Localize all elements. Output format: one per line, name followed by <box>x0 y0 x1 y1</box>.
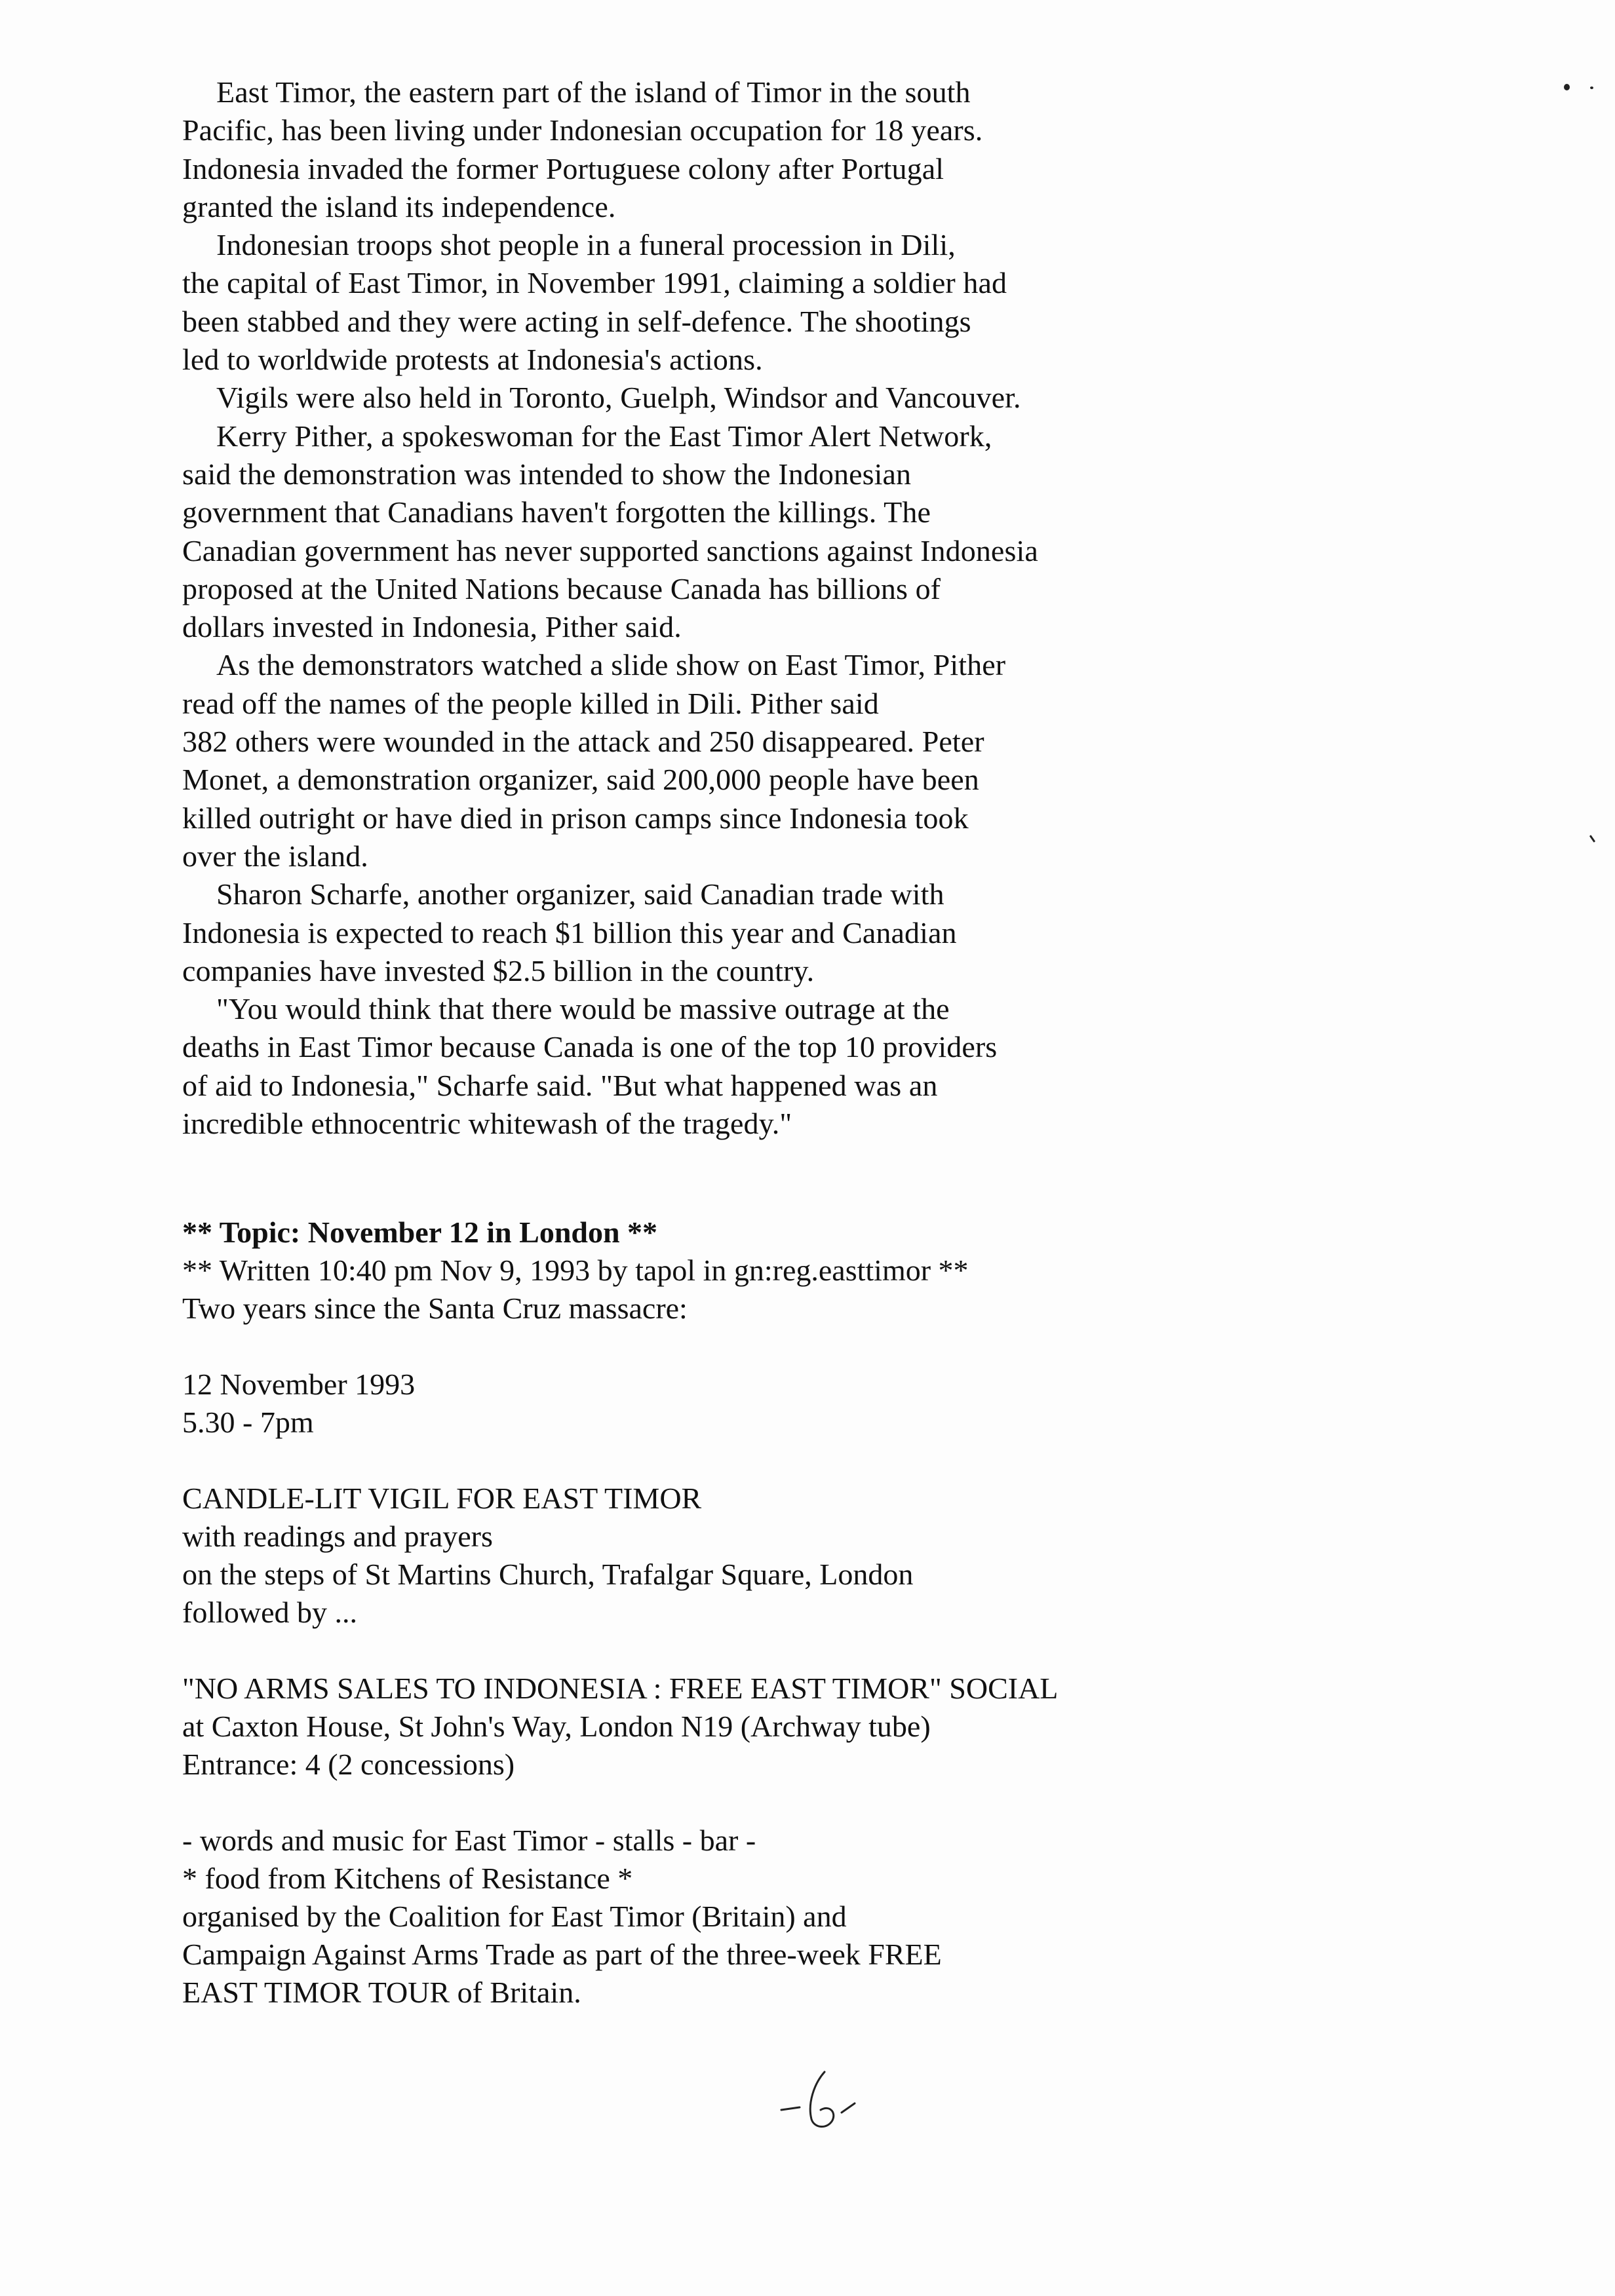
article-line: Sharon Scharfe, another organizer, said Canadian trade with <box>216 877 944 911</box>
page-number-drawing <box>773 2064 878 2136</box>
blank-line <box>182 1784 1428 1822</box>
article-line: East Timor, the eastern part of the island of Timor in the south <box>216 75 971 109</box>
article-line: killed outright or have died in prison camps since Indonesia took <box>182 801 969 835</box>
article-line: over the island. <box>182 839 368 873</box>
scan-speck <box>1564 84 1570 90</box>
vigil-title: CANDLE-LIT VIGIL FOR EAST TIMOR <box>182 1482 702 1515</box>
blank-line <box>182 1442 1428 1480</box>
event-date: 12 November 1993 <box>182 1368 416 1401</box>
article-line: 382 others were wounded in the attack and 250 disappeared. Peter <box>182 725 984 759</box>
organisers-line: organised by the Coalition for East Timor (Britain) and <box>182 1900 847 1933</box>
scan-speck <box>1590 86 1593 89</box>
social-title: "NO ARMS SALES TO INDONESIA : FREE EAST TIMOR" SOCIAL <box>182 1672 1059 1705</box>
article-line: of aid to Indonesia," Scharfe said. "But what happened was an <box>182 1068 938 1102</box>
article-line: Vigils were also held in Toronto, Guelph, Windsor and Vancouver. <box>216 381 1021 415</box>
article-line: Pacific, has been living under Indonesian occupation for 18 years. <box>182 113 983 147</box>
tour-line: EAST TIMOR TOUR of Britain. <box>182 1976 581 2009</box>
scan-speck <box>1589 835 1595 843</box>
intro-line: Two years since the Santa Cruz massacre: <box>182 1292 688 1325</box>
article-line: deaths in East Timor because Canada is one of the top 10 providers <box>182 1030 998 1064</box>
article-line: incredible ethnocentric whitewash of the tragedy." <box>182 1107 792 1141</box>
newsgroup-post <box>182 1214 1428 2012</box>
written-line: ** Written 10:40 pm Nov 9, 1993 by tapol in gn:reg.easttimor ** <box>182 1253 969 1287</box>
topic-heading: ** Topic: November 12 in London ** <box>182 1215 658 1249</box>
article-line: Canadian government has never supported sanctions against Indonesia <box>182 533 1038 567</box>
blank-line <box>182 1328 1428 1366</box>
article-line: companies have invested $2.5 billion in the country. <box>182 953 815 987</box>
article-line: "You would think that there would be massive outrage at the <box>216 992 950 1026</box>
vigil-location: on the steps of St Martins Church, Trafalgar Square, London <box>182 1558 914 1591</box>
social-location: at Caxton House, St John's Way, London N19 (Archway tube) <box>182 1710 931 1743</box>
blank-line <box>182 1632 1428 1670</box>
article-line: Indonesia invaded the former Portuguese colony after Portugal <box>182 151 944 185</box>
article-line: Monet, a demonstration organizer, said 200,000 people have been <box>182 763 979 797</box>
vigil-detail: with readings and prayers <box>182 1520 493 1553</box>
article-line: granted the island its independence. <box>182 189 616 223</box>
article-line: proposed at the United Nations because Canada has billions of <box>182 571 941 605</box>
article-body <box>182 73 1362 1143</box>
social-entrance: Entrance: 4 (2 concessions) <box>182 1748 515 1781</box>
event-time: 5.30 - 7pm <box>182 1406 314 1439</box>
handwritten-page-number <box>773 2064 878 2136</box>
article-line: read off the names of the people killed in Dili. Pither said <box>182 686 879 720</box>
article-line: Kerry Pither, a spokeswoman for the East Timor Alert Network, <box>216 419 992 453</box>
article-line: government that Canadians haven't forgotten the killings. The <box>182 495 931 529</box>
article-line: Indonesian troops shot people in a funeral procession in Dili, <box>216 228 956 262</box>
article-line: led to worldwide protests at Indonesia's actions. <box>182 343 763 377</box>
article-line: said the demonstration was intended to show the Indonesian <box>182 457 912 491</box>
article-line: As the demonstrators watched a slide show on East Timor, Pither <box>216 648 1006 682</box>
extras-line: - words and music for East Timor - stalls - bar - <box>182 1824 756 1857</box>
article-line: been stabbed and they were acting in self-defence. The shootings <box>182 304 971 338</box>
vigil-followed-by: followed by ... <box>182 1596 358 1629</box>
organisers-line-2: Campaign Against Arms Trade as part of the three-week FREE <box>182 1938 942 1971</box>
article-line: Indonesia is expected to reach $1 billion this year and Canadian <box>182 915 957 949</box>
article-line: the capital of East Timor, in November 1991, claiming a soldier had <box>182 266 1007 300</box>
food-line: * food from Kitchens of Resistance * <box>182 1862 633 1895</box>
article-line: dollars invested in Indonesia, Pither said. <box>182 610 682 644</box>
